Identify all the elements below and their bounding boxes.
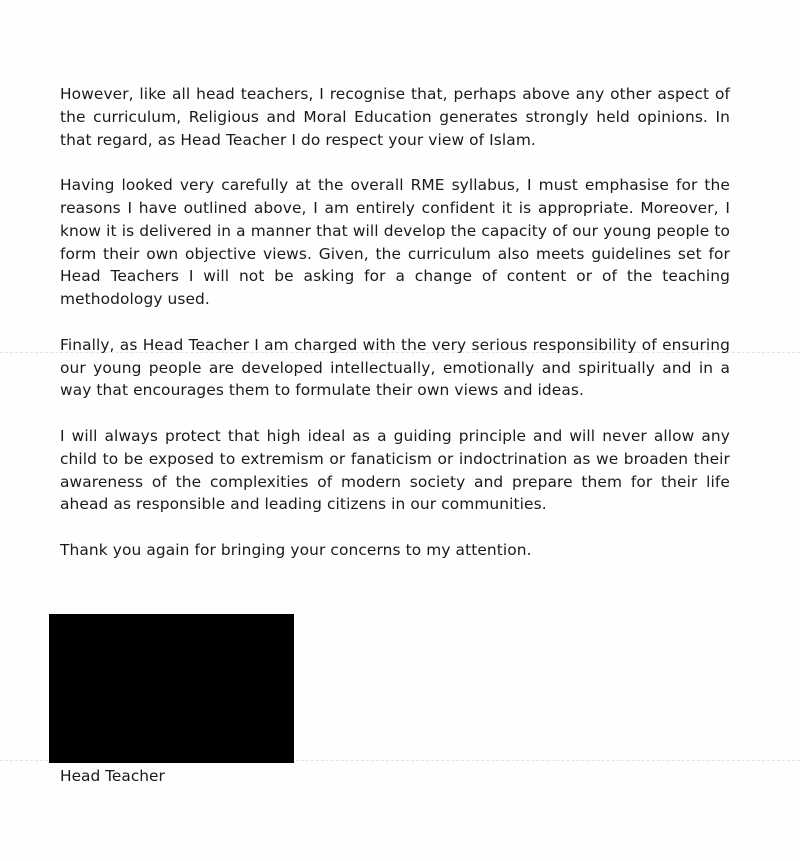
paragraph: However, like all head teachers, I recognise that, perhaps above any other aspect of the curriculum, Religious and Moral Education generates strongly held opinions. In that regard, as Head Teacher I do respect your view of Islam. xyxy=(60,85,730,149)
closing-line: Thank you again for bringing your concerns to my attention. xyxy=(60,540,532,559)
letter-body xyxy=(60,83,730,585)
redacted-signature-block xyxy=(49,614,294,763)
paragraph: Having looked very carefully at the overall RME syllabus, I must emphasise for the reasons I have outlined above, I am entirely confident it is appropriate. Moreover, I know it is delivered in a manner that will develop the capacity of our young people to form their own objective views. Given, the curriculum also meets guidelines set for Head Teachers I will not be asking for a change of content or of the teaching methodology used. xyxy=(60,176,730,309)
paragraph: Finally, as Head Teacher I am charged with the very serious responsibility of ensuring our young people are developed intellectually, emotionally and spiritually and in a way that encourages them to formulate their own views and ideas. xyxy=(60,335,730,400)
paragraph: I will always protect that high ideal as a guiding principle and will never allow any child to be exposed to extremism or fanaticism or indoctrination as we broaden their awareness of the complexities of modern society and prepare them for their life ahead as responsible and leading citizens in our communities. xyxy=(60,426,730,514)
signoff-title: Head Teacher xyxy=(60,767,165,785)
